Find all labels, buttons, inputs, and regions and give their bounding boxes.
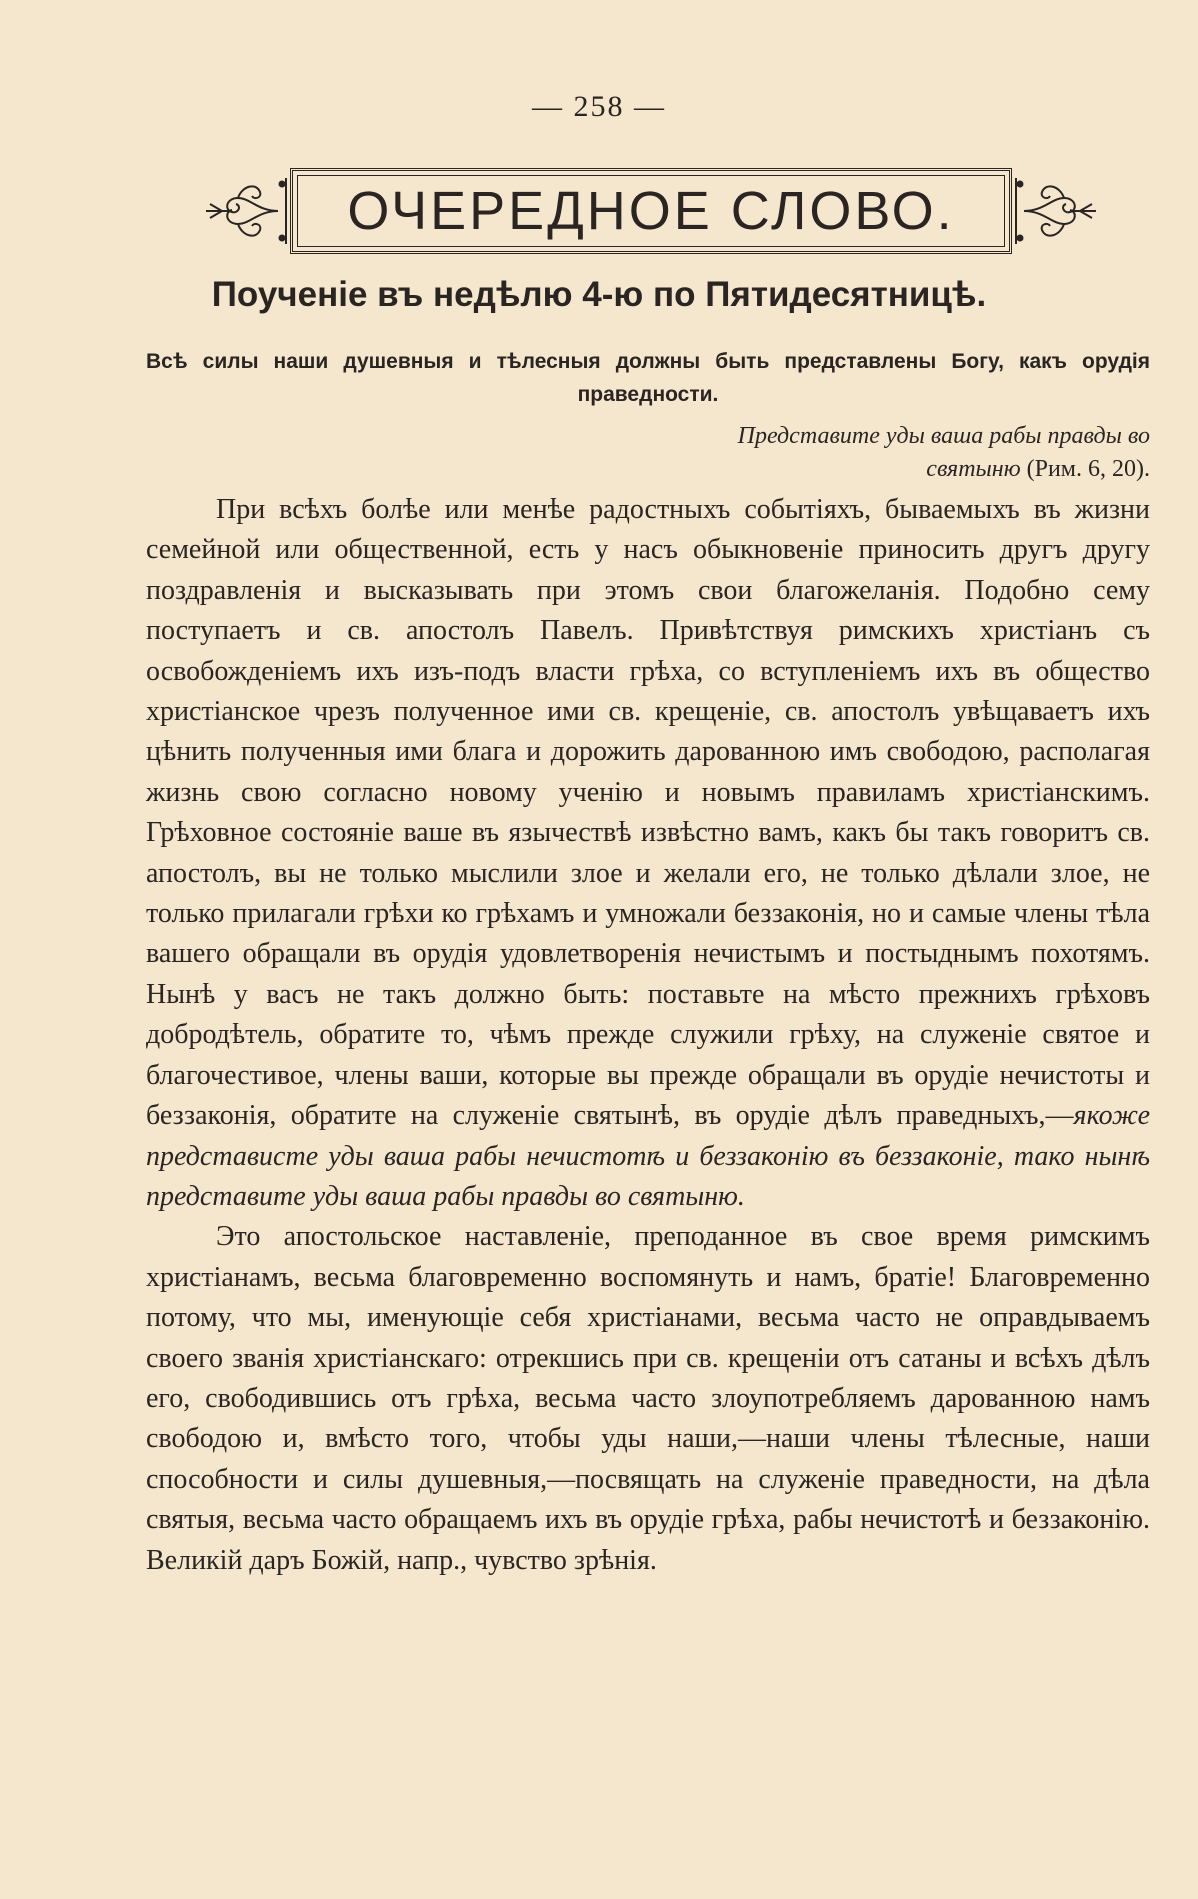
paragraph-1 [146, 490, 1150, 1217]
right-ornament-icon [1012, 168, 1104, 254]
header-title: ОЧЕРЕДНОЕ СЛОВО. [347, 181, 955, 241]
epigraph [720, 420, 1150, 486]
header-block [198, 162, 1104, 262]
body-text [146, 490, 1150, 1581]
epigraph-text: Представите уды ваша рабы правды во святыню [737, 423, 1150, 482]
paragraph-1-main: При всѣхъ болѣе или менѣе радостныхъ событіяхъ, бываемыхъ въ жизни семейной или общественной, есть у насъ обыкновеніе приносить другъ другу поздравленія и высказывать при этомъ свои благожеланія. Подобно сему поступаетъ и св. апостолъ Павелъ. Привѣтствуя римскихъ христіанъ съ освобожденіемъ ихъ изъ-подъ власти грѣха, со вступленіемъ ихъ въ общество христіанское чрезъ полученное ими св. крещеніе, св. апостолъ увѣщаваетъ ихъ цѣнить полученныя ими блага и дорожить дарованною имъ свободою, располагая жизнь свою согласно новому ученію и новымъ правиламъ христіанскимъ. Грѣховное состояніе ваше въ язычествѣ извѣстно вамъ, какъ бы такъ говоритъ св. апостолъ, вы не только мыслили злое и желали его, не только дѣлали злое, не только прилагали грѣхи ко грѣхамъ и умножали беззаконія, но и самые члены тѣла вашего обращали въ орудія удовлетворенія нечистымъ и постыднымъ похотямъ. Нынѣ у васъ не такъ должно быть: поставьте на мѣсто прежнихъ грѣховъ добродѣтель, обратите то, чѣмъ прежде служили грѣху, на служеніе святое и благочестивое, члены ваши, которые вы прежде обращали въ орудіе нечистоты и беззаконія, обратите на служеніе святынѣ, въ орудіе дѣлъ праведныхъ,— [146, 494, 1150, 1132]
epigraph-reference: (Рим. 6, 20). [1026, 456, 1150, 482]
summary-text: Всѣ силы наши душевныя и тѣлесныя должны быть представлены Богу, какъ орудія праведности. [146, 350, 1150, 406]
section-title: Поученіе въ недѣлю 4-ю по Пятидесятницѣ. [211, 275, 987, 314]
left-ornament-icon [198, 168, 290, 254]
paragraph-2: Это апостольское наставленіе, преподанное въ свое время римскимъ христіанамъ, весьма благовременно воспомянуть и намъ, братіе! Благовременно потому, что мы, именующіе себя христіанами, весьма часто не оправдываемъ своего званія христіанскаго: отрекшись при св. крещеніи отъ сатаны и всѣхъ дѣлъ его, свободившись отъ грѣха, весьма часто злоупотребляемъ дарованною намъ свободою и, вмѣсто того, чтобы уды наши,—наши члены тѣлесные, наши способности и силы душевныя,—посвящать на служеніе праведности, на дѣла святыя, весьма часто обращаемъ ихъ въ орудіе грѣха, рабы нечистотѣ и беззаконію. Великій даръ Божій, напр., чувство зрѣнія. [146, 1221, 1150, 1576]
paragraph-1-quote: якоже представисте уды ваша рабы нечистотѣ и беззаконію въ беззаконіе, тако нынѣ представите уды ваша рабы правды во святыню. [146, 1100, 1150, 1212]
page-number: — 258 — [532, 90, 666, 123]
